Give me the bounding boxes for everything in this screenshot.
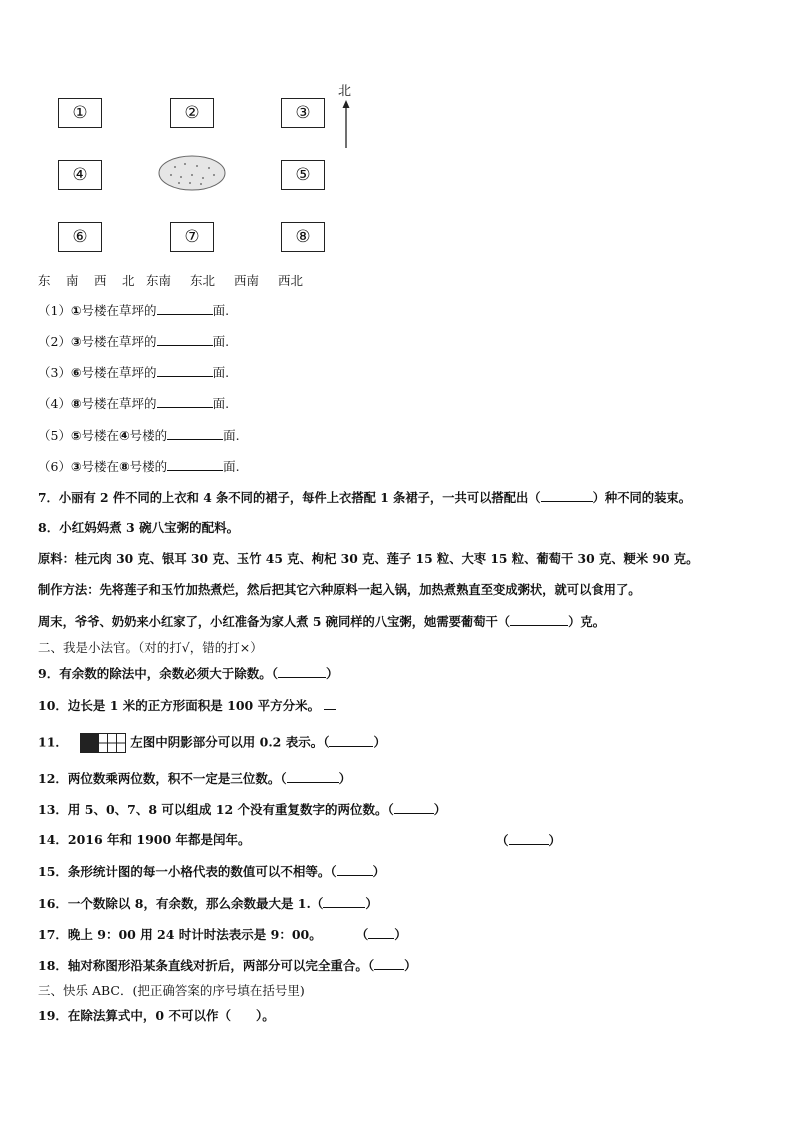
- question-14-paren: （ ）: [496, 833, 562, 848]
- building-1: ①: [58, 98, 102, 128]
- direction-option: 东南: [146, 273, 172, 288]
- direction-options: [38, 271, 303, 289]
- answer-blank[interactable]: [329, 734, 373, 747]
- answer-blank[interactable]: [337, 863, 373, 876]
- question-18: 18．轴对称图形沿某条直线对折后，两部分可以完全重合。（ ）: [38, 958, 417, 973]
- subquestion-6: （6）③号楼在⑧号楼的 面.: [38, 459, 240, 474]
- question-9: 9．有余数的除法中，余数必须大于除数。（ ）: [38, 666, 339, 681]
- answer-blank[interactable]: [167, 427, 223, 440]
- question-11: 11． 左图中阴影部分可以用 0.2 表示。（ ）: [38, 733, 386, 753]
- answer-blank[interactable]: [324, 697, 336, 710]
- direction-option: 东北: [190, 273, 216, 288]
- section-3-title: 三、快乐 ABC．(把正确答案的序号填在括号里): [38, 983, 305, 998]
- answer-blank[interactable]: [368, 926, 394, 939]
- question-15: 15．条形统计图的每一小格代表的数值可以不相等。（ ）: [38, 864, 386, 879]
- direction-option: 西: [94, 273, 107, 288]
- question-14: 14．2016 年和 1900 年都是闰年。: [38, 832, 251, 847]
- direction-option: 西北: [278, 273, 304, 288]
- compass-north-label: 北: [338, 84, 352, 99]
- question-7: 7．小丽有 2 件不同的上衣和 4 条不同的裙子，每件上衣搭配 1 条裙子，一共可以搭配出（ ）种不同的装束。: [38, 490, 691, 505]
- fraction-grid-figure: [80, 733, 126, 753]
- direction-option: 北: [122, 273, 135, 288]
- answer-blank[interactable]: [394, 801, 434, 814]
- question-8-ingredients: 原料：桂元肉 30 克、银耳 30 克、玉竹 45 克、枸杞 30 克、莲子 15 粒、大枣 15 粒、葡萄干 30 克、粳米 90 克。: [38, 551, 699, 566]
- building-8: ⑧: [281, 222, 325, 252]
- lawn-ellipse: [157, 154, 227, 192]
- question-13: 13．用 5、0、7、8 可以组成 12 个没有重复数字的两位数。（ ）: [38, 802, 447, 817]
- direction-option: 西南: [234, 273, 260, 288]
- subquestion-5: （5）⑤号楼在④号楼的 面.: [38, 428, 240, 443]
- building-6: ⑥: [58, 222, 102, 252]
- answer-blank[interactable]: [323, 895, 365, 908]
- direction-option: 东: [38, 273, 51, 288]
- subquestion-1: （1）①号楼在草坪的 面.: [38, 303, 230, 318]
- building-2: ②: [170, 98, 214, 128]
- answer-blank[interactable]: [167, 458, 223, 471]
- building-7: ⑦: [170, 222, 214, 252]
- question-19: 19．在除法算式中，0 不可以作（ ）。: [38, 1008, 275, 1023]
- question-8-method: 制作方法：先将莲子和玉竹加热煮烂，然后把其它六种原料一起入锅，加热煮熟直至变成粥状，就可以食用了。: [38, 582, 641, 597]
- question-12: 12．两位数乘两位数，积不一定是三位数。（ ）: [38, 771, 352, 786]
- subquestion-4: （4）⑧号楼在草坪的 面.: [38, 396, 230, 411]
- subquestion-2: （2）③号楼在草坪的 面.: [38, 334, 230, 349]
- answer-blank[interactable]: [541, 489, 593, 502]
- answer-blank[interactable]: [374, 957, 404, 970]
- answer-blank[interactable]: [231, 1008, 256, 1023]
- north-arrow-icon: [340, 100, 352, 150]
- answer-blank[interactable]: [278, 665, 326, 678]
- building-4: ④: [58, 160, 102, 190]
- question-16: 16．一个数除以 8，有余数，那么余数最大是 1.（ ）: [38, 896, 378, 911]
- question-10: 10．边长是 1 米的正方形面积是 100 平方分米。: [38, 697, 336, 714]
- building-5: ⑤: [281, 160, 325, 190]
- answer-blank[interactable]: [510, 613, 568, 626]
- question-8-title: 8．小红妈妈煮 3 碗八宝粥的配料。: [38, 520, 240, 535]
- direction-option: 南: [66, 273, 79, 288]
- answer-blank[interactable]: [157, 364, 213, 377]
- answer-blank[interactable]: [157, 395, 213, 408]
- question-8-question: 周末，爷爷、奶奶来小红家了，小红准备为家人煮 5 碗同样的八宝粥，她需要葡萄干（ ）克。: [38, 614, 606, 629]
- subquestion-3: （3）⑥号楼在草坪的 面.: [38, 365, 230, 380]
- answer-blank[interactable]: [157, 333, 213, 346]
- section-2-title: 二、我是小法官。（对的打√，错的打×）: [38, 640, 263, 655]
- question-17: 17．晚上 9：00 用 24 时计时法表示是 9：00。 （ ）: [38, 927, 407, 942]
- answer-blank[interactable]: [509, 832, 549, 845]
- answer-blank[interactable]: [157, 302, 213, 315]
- building-3: ③: [281, 98, 325, 128]
- answer-blank[interactable]: [287, 770, 339, 783]
